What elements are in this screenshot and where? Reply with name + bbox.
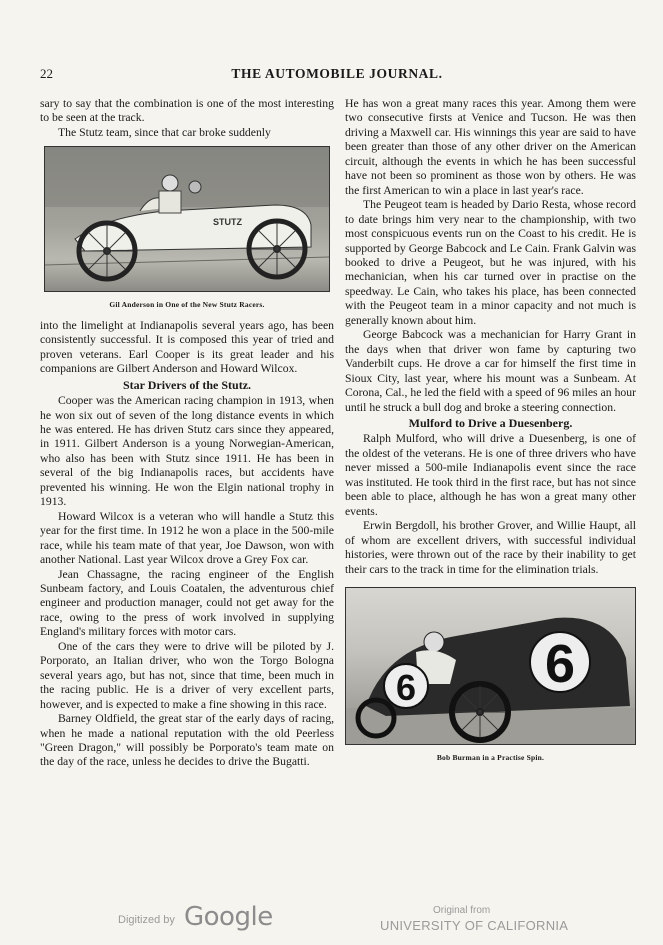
car-number-side: 6 [544,633,576,694]
digitization-watermark [0,900,663,940]
page-number: 22 [40,66,53,81]
paragraph: Cooper was the American racing champion in 1913, when he won six out of seven of the long distance events in which he was entered. He has driven Stutz cars since they appeared, in 1911. Gilbert Anderson is a young Norwegian-American, who also has been with Stutz since 1911. He has been in several of the big Indianapolis races, but accidents have prevented his winning. He won the Elgin national trophy in 1913. [40,394,334,509]
burman-car-illustration [346,588,635,744]
right-column [345,97,636,771]
institution-label: UNIVERSITY OF CALIFORNIA [380,918,569,933]
paragraph: Jean Chassagne, the racing engineer of the English Sunbeam factory, and Louis Coatalen, the adventurous chief engineer and production manager, could not get away for the race, owing to the press of work involved in supplying England's military forces with motor cars. [40,567,334,639]
figure-caption: Gil Anderson in One of the New Stutz Racers. [109,300,265,310]
paragraph: One of the cars they were to drive will be piloted by J. Porporato, an Italian driver, who won the Torgo Bologna several years ago, but has not, since that time, been much in the racing public. He is a driver of very excellent parts, however, and is expected to make a fine showing in this race. [40,639,334,711]
section-heading: Star Drivers of the Stutz. [122,377,252,392]
figure-caption: Bob Burman in a Practise Spin. [436,752,545,762]
original-from-label: Original from [433,905,491,916]
car-lettering: STUTZ [213,217,242,228]
photo-stutz-racer [44,146,330,292]
photo-burman-spin [345,587,636,745]
paragraph: into the limelight at Indianapolis several years ago, has been consistently successful. It is composed this year of tried and proven veterans. Earl Cooper is its great leader and his companions are Gilbert Anderson and Howard Wilcox. [40,318,334,376]
journal-title: THE AUTOMOBILE JOURNAL. [231,66,443,81]
figure-stutz-racer [40,146,334,312]
paragraph: sary to say that the combination is one of the most interesting to be seen at the track. [40,97,334,125]
paragraph: Barney Oldfield, the great star of the early days of racing, when he made a national reputation with the old Peerless "Green Dragon," will possibly be Porporato's team mate on the day of the race, unless he decides to drive the Bugatti. [40,712,334,769]
paragraph: Erwin Bergdoll, his brother Grover, and Willie Haupt, all of whom are excellent drivers, with successful individual histories, were thrown out of the race by their inability to get their cars to the track in time for the elimination trials. [345,519,636,576]
paragraph: He has won a great many races this year. Among them were two consecutive firsts at Venice and Tucson. He was then driving a Maxwell car. His winnings this year are said to have been greater than those of any other driver on the American circuit, although the events in which he has been successful have not been so prominent as those won by others. He was the first American to win a place in last year's race. [345,97,636,197]
left-column [40,97,334,770]
google-logo: Google [184,902,273,932]
stutz-car-illustration [45,147,329,291]
figure-burman-spin [345,587,636,765]
paragraph: The Peugeot team is headed by Dario Resta, whose record to date brings him very near to the championship, with two most conspicuous events run on the Coast to his credit. He is supported by George Babcock and Le Cain. Frank Galvin was booked to drive a Peugeot, but he was injured, with his mechanician, when his car turned over in practise on the speedway. Le Cain, who takes his place, has been connected with the Peugeot team in a minor capacity and not much is generally known about him. [345,198,636,327]
digitized-label: Digitized by [118,914,175,926]
paragraph: The Stutz team, since that car broke suddenly [58,125,271,139]
page-header [40,66,634,86]
paragraph: George Babcock was a mechanician for Harry Grant in the days when that driver won fame by capturing two Vanderbilt cups. He drove a car for himself the first time in Sioux City, last year, where his mount was a Sunbeam. At Corona, Cal., he led the field with a speed of 96 miles an hour until he struck a bull dog and broke a steering connection. [345,328,636,414]
section-heading: Mulford to Drive a Duesenberg. [408,415,573,430]
car-number-front: 6 [395,666,417,708]
paragraph: Ralph Mulford, who will drive a Duesenberg, is one of the oldest of the veterans. He is one of three drivers who have never missed a 500-mile Indianapolis event since the race was instituted. He took third in the first race, but has not since been able to place, although he has won a great many other events. [345,432,636,518]
paragraph: Howard Wilcox is a veteran who will handle a Stutz this year for the first time. In 1912 he won a place in the 500-mile race, while his team mate of that year, Joe Dawson, won with another National. Last year Wilcox drove a Grey Fox car. [40,509,334,567]
